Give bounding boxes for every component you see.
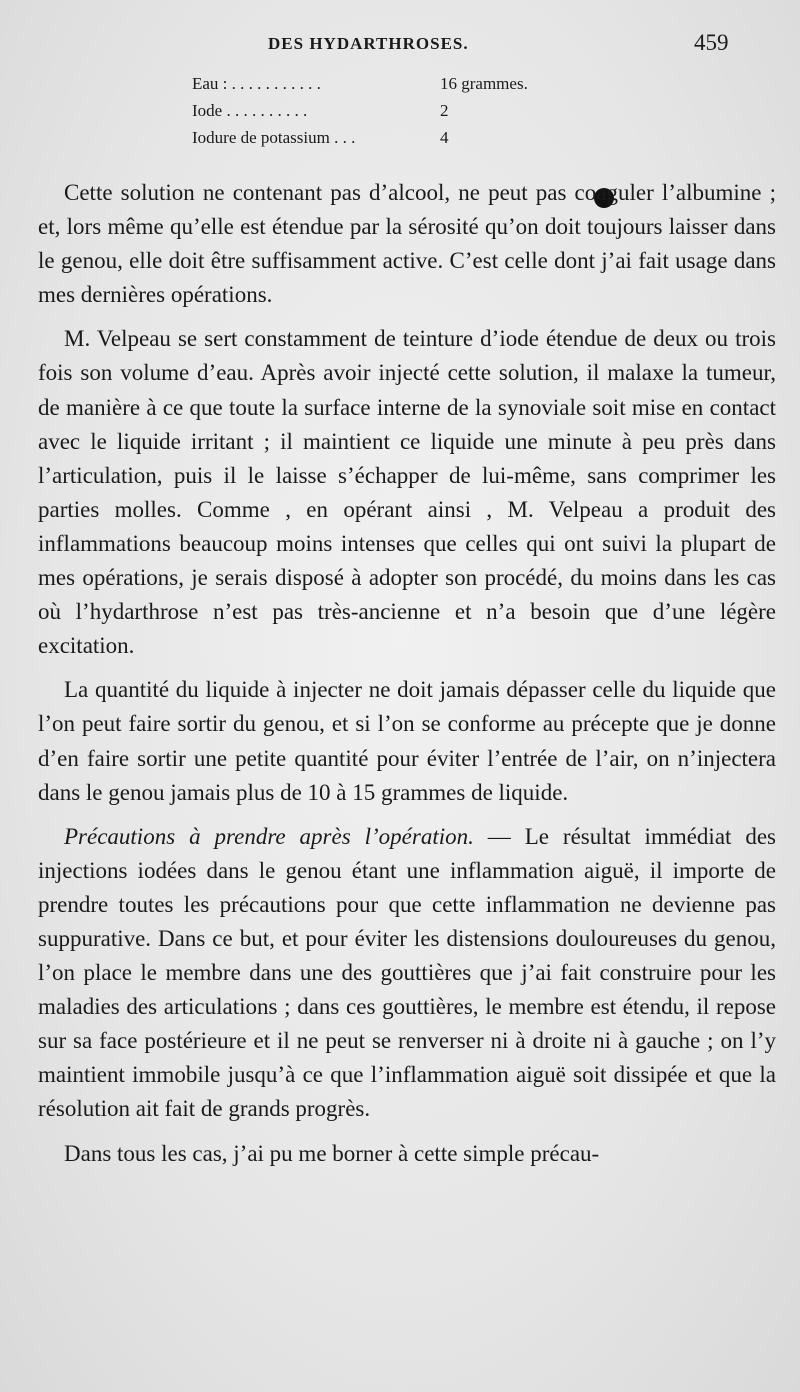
body-text — [38, 176, 776, 1171]
formula-row-eau — [192, 74, 612, 101]
running-title: DES HYDARTHROSES. — [268, 34, 469, 53]
formula-list — [192, 74, 612, 155]
paragraph-velpeau: M. Velpeau se sert constamment de teinture d’iode étendue de deux ou trois fois son volume d’eau. Après avoir injecté cette solution, il malaxe la tumeur, de manière à ce que toute la surface interne de la synoviale soit mise en contact avec le liquide irritant ; il maintient ce liquide une minute à peu près dans l’articulation, puis il le laisse s’échapper de lui-même, sans comprimer les parties molles. Comme , en opérant ainsi , M. Velpeau a produit des inflammations beaucoup moins intenses que celles qui ont suivi la plupart de mes opérations, je serais disposé à adopter son procédé, du moins dans les cas où l’hydarthrose n’est pas très-ancienne et n’a besoin que d’une légère excitation. — [38, 326, 776, 659]
section-heading-italic: Précautions à prendre après l’opération. — [64, 823, 474, 849]
formula-quantity: 2 — [440, 101, 449, 120]
formula-ingredient: Iodure de potassium . . . — [192, 128, 356, 147]
paragraph-final: Dans tous les cas, j’ai pu me borner à cette simple précau- — [64, 1140, 600, 1166]
formula-quantity: 16 grammes. — [440, 74, 528, 93]
paragraph-precautions — [38, 820, 776, 1127]
paragraph-solution: Cette solution ne contenant pas d’alcool, ne peut pas coaguler l’albumine ; et, lors même qu’elle est étendue par la sérosité qu’on doit toujours laisser dans le genou, elle doit être suffisamment active. C’est celle dont j’ai fait usage dans mes dernières opérations. — [38, 180, 776, 308]
formula-ingredient: Eau : . . . . . . . . . . . — [192, 74, 321, 93]
paragraph-quantite: La quantité du liquide à injecter ne doit jamais dépasser celle du liquide que l’on peut faire sortir du genou, et si l’on se conforme au précepte que je donne d’en faire sortir une petite quantité pour éviter l’entrée de l’air, on n’injectera dans le genou jamais plus de 10 à 15 grammes de liquide. — [38, 677, 776, 805]
page-header — [0, 30, 800, 62]
formula-row-iode — [192, 101, 612, 128]
formula-ingredient: Iode . . . . . . . . . . — [192, 101, 308, 120]
formula-row-iodure — [192, 128, 612, 155]
paragraph-precautions-text: — Le résultat immédiat des injections iodées dans le genou étant une inflammation aiguë, il importe de prendre toutes les précautions pour que cette inflammation ne devienne pas suppurative. Dans ce but, et pour éviter les distensions douloureuses du genou, l’on place le membre dans une des gouttières que j’ai fait construire pour les maladies des articulations ; dans ces gouttières, le membre est étendu, il repose sur sa face postérieure et il ne peut se renverser ni à droite ni à gauche ; on l’y maintient immobile jusqu’à ce que l’inflammation aiguë soit dissipée et que la résolution ait fait de grands progrès. — [38, 823, 777, 1122]
formula-quantity: 4 — [440, 128, 449, 147]
page-number: 459 — [694, 30, 729, 55]
